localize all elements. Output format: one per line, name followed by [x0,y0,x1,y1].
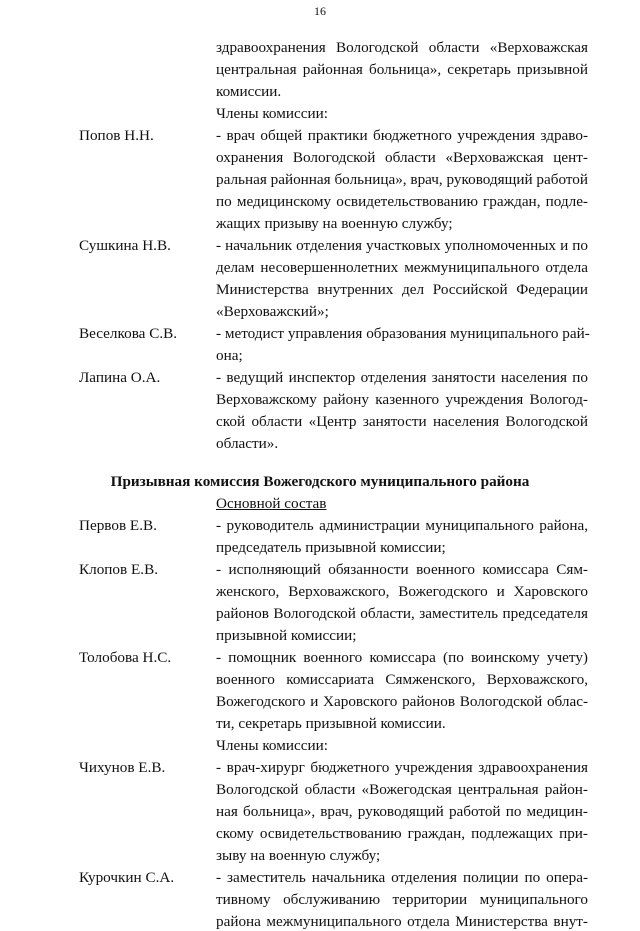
text-line: скому освидетельствованию граждан, подлежащих при- [216,825,588,842]
text-line: по медицинскому освидетельствованию граждан, подле- [216,193,588,210]
text-line: Верховажскому району казенного учреждения Вологод- [216,391,588,408]
text-line: Вожегодского и Харовского районов Вологодской облас- [216,693,588,710]
text-line: делам несовершеннолетних межмуниципального отдела [216,259,588,276]
text-line: - ведущий инспектор отделения занятости населения по [216,369,588,386]
text-line: - исполняющий обязанности военного комиссара Сям- [216,561,588,578]
member-name: Клопов Е.В. [79,561,158,578]
members-label: Члены комиссии: [216,737,328,754]
section-subheading: Основной состав [216,495,327,512]
text-line: она; [216,347,243,364]
member-name: Лапина О.А. [79,369,161,386]
member-name: Первов Е.В. [79,517,157,534]
text-line: здравоохранения Вологодской области «Верховажская [216,39,588,56]
text-line: ральная районная больница», врач, руководящий работой [216,171,589,188]
text-line: центральная районная больница», секретарь призывной [216,61,588,78]
text-line: ской области «Центр занятости населения Вологодской [216,413,588,430]
members-label: Члены комиссии: [216,105,328,122]
text-line: районов Вологодской области, заместитель председателя [216,605,588,622]
member-name: Сушкина Н.В. [79,237,171,254]
text-line: - начальник отделения участковых уполномоченных и по [216,237,588,254]
text-line: Вологодской области «Вожегодская центральная район- [216,781,588,798]
member-name: Веселкова С.В. [79,325,178,342]
text-line: женского, Верховажского, Вожегодского и Харовского [216,583,588,600]
text-line: - заместитель начальника отделения полиции по опера- [216,869,588,886]
text-line: тивному обслуживанию территории муниципального [216,891,588,908]
text-line: председатель призывной комиссии; [216,539,446,556]
text-line: охранения Вологодской области «Верховажская цент- [216,149,588,166]
text-line: - помощник военного комиссара (по воинскому учету) [216,649,588,666]
member-name: Попов Н.Н. [79,127,154,144]
text-line: ная больница», врач, руководящий работой по медицин- [216,803,588,820]
text-line: ти, секретарь призывной комиссии. [216,715,446,732]
text-line: района межмуниципального отдела Министерства внут- [216,913,588,930]
text-line: - врач-хирург бюджетного учреждения здравоохранения [216,759,588,776]
text-line: - методист управления образования муниципального рай- [216,325,590,342]
text-line: области». [216,435,279,452]
text-line: призывной комиссии; [216,627,357,644]
text-line: комиссии. [216,83,282,100]
member-name: Толобова Н.С. [79,649,172,666]
text-line: - руководитель администрации муниципального района, [216,517,588,534]
page-number: 16 [314,4,326,18]
text-line: жащих призыву на военную службу; [216,215,453,232]
text-line: «Верховажский»; [216,303,329,320]
text-line: зыву на военную службу; [216,847,381,864]
text-line: - врач общей практики бюджетного учреждения здраво- [216,127,588,144]
text-line: военного комиссариата Сямженского, Верховажского, [216,671,588,688]
member-name: Чихунов Е.В. [79,759,166,776]
member-name: Курочкин С.А. [79,869,175,886]
section-title: Призывная комиссия Вожегодского муниципального района [110,473,530,490]
text-line: Министерства внутренних дел Российской Федерации [216,281,588,298]
